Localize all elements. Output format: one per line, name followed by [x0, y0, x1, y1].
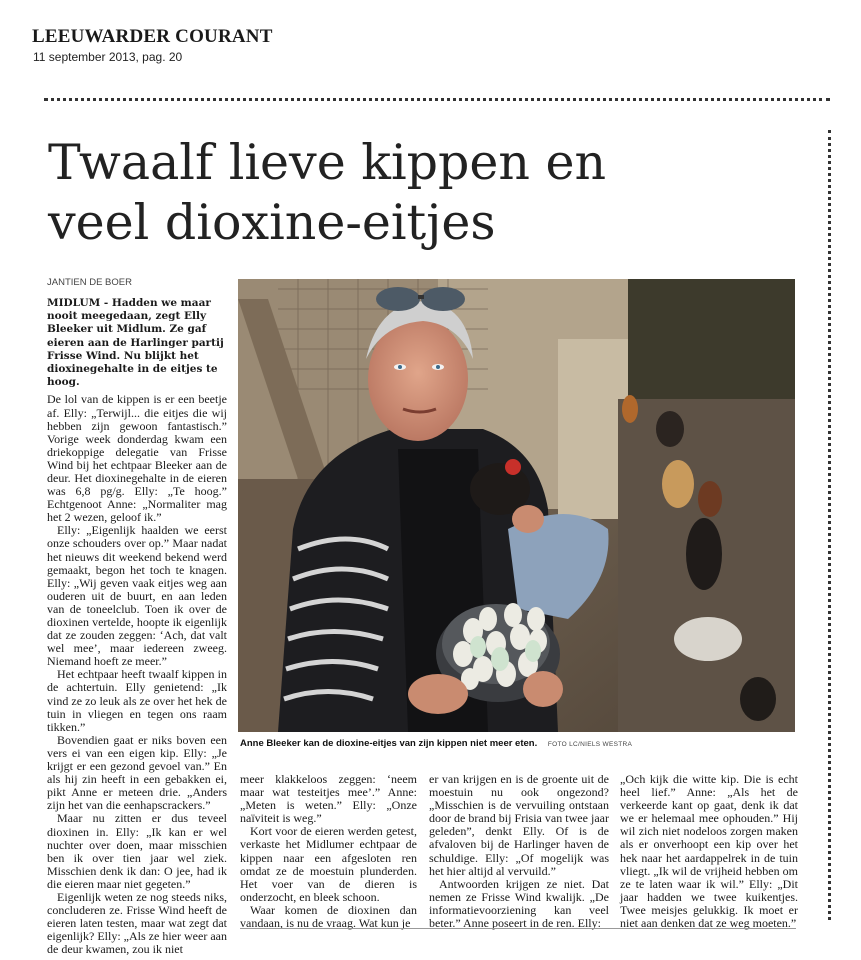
masthead-paper-name: LEEUWARDER COURANT	[32, 26, 273, 47]
column-2	[240, 773, 417, 930]
photo-man-with-eggs-and-chickens-icon	[238, 279, 795, 732]
top-dotted-rule	[44, 98, 830, 101]
paragraph: Antwoorden krijgen ze niet. Dat nemen ze Frisse Wind kwalijk. „De informatievoorziening kan veel beter.” Anne poseert in de ren. Elly:	[429, 876, 609, 931]
paragraph: er van krijgen en is de groente uit de moestuin nu ook ongezond? „Misschien is de vervuiling ontstaan door de brand bij Frisia van twee jaar geleden”, denkt Elly. Of is de afvaloven bij de Harlinger haven de schuldige. Elly: „Of mogelijk was het hier altijd al vervuild.”	[429, 772, 609, 878]
paragraph: Maar nu zitten er dus teveel dioxinen in. Elly: „Ik kan er wel nuchter over doen, maar misschien ben ik over tien jaar wel ziek. Misschien denk ik dan: O jee, had ik die eieren maar niet gegeten.”	[47, 811, 227, 891]
paragraph: Bovendien gaat er niks boven een vers ei van een eigen kip. Elly: „Je krijgt er een gezond gevoel van.” En als hij zin heeft in een gebakken ei, pikt Anne er meteen drie. „Anders zijn het van die eenhapscrackers.”	[47, 732, 227, 813]
headline	[48, 133, 808, 253]
paragraph: Waar komen de dioxinen dan vandaan, is nu de vraag. Wat kun je	[240, 902, 417, 931]
article-intro: MIDLUM - Hadden we maar nooit meegedaan, zegt Elly Bleeker uit Midlum. Ze gaf eieren aan de Harlinger partij Frisse Wind. Nu blijkt het dioxinegehalte in de eitjes te hoog.	[47, 297, 224, 389]
paragraph: meer klakkeloos zeggen: ‘neem maar wat testeitjes mee’.” Anne: „Meten is weten.” Elly: „Onze naïviteit is weg.”	[240, 772, 417, 826]
headline-line-2: veel dioxine-eitjes	[48, 194, 496, 251]
paragraph: De lol van de kippen is er een beetje af. Elly: „Terwijl... die eitjes die wij hebben zijn gewoon fantastisch.” Vorige week donderdag kwam een driekoppige delegatie van Frisse Wind bij het echtpaar Bleeker aan de deur. Het dioxinegehalte in de eieren was 6,8 pg/g. Elly: „Te hoog.” Echtgenoot Anne: „Normaliter mag het 2 wezen, geloof ik.”	[47, 392, 227, 525]
column-3	[429, 773, 609, 930]
right-dotted-rule	[828, 130, 831, 920]
dateline: 11 september 2013, pag. 20	[33, 50, 183, 64]
paragraph: „Och kijk die witte kip. Die is echt heel lief.” Anne: „Als het de verkeerde kant op gaat, denk ik dat we er helemaal mee ophouden.” Hij wil zich niet nodeloos zorgen maken als er onverhoopt een kip over het hek naar het aardappelrek in de tuin vliegt. „Ik wil de vrijheid hebben om ze te laten waar ik wil.” Elly: „Dit jaar hadden we twee kuikentjes. Twee meisjes gelukkig. Ik moet er niet aan denken dat ze weg moeten.”	[620, 772, 798, 931]
paragraph: Elly: „Eigenlijk haalden we eerst onze schouders over op.” Maar nadat het nieuws dit weekend bekend werd gemaakt, begon het toch te knagen. Elly: „Wij geven vaak eitjes weg aan ouderen uit de buurt, en aan leden van de toneelclub. Toen ik over de dioxinen vertelde, hoopte ik eigenlijk dat ze zouden zeggen: ‘Ach, dat valt wel mee’, maar iedereen zweeg. Niemand hoeft ze meer.”	[47, 523, 227, 669]
photo-caption	[240, 738, 632, 749]
paragraph: Kort voor de eieren werden getest, verkaste het Midlumer echtpaar de kippen naar een afgesloten ren omdat ze de moestuin plunderden. Het voer van de dieren is onderzocht, en bleek schoon.	[240, 824, 417, 904]
photo-credit: FOTO LC/NIELS WESTRA	[547, 741, 633, 748]
paragraph: Het echtpaar heeft twaalf kippen in de achtertuin. Elly genietend: „Ik vind ze zo leuk als ze over het hek de tuin in vliegen en tegen ons raam tikken.”	[47, 667, 227, 734]
bottom-rule	[240, 928, 796, 929]
paragraph: Eigenlijk weten ze nog steeds niks, concluderen ze. Frisse Wind heeft de eieren laten testen, maar wat zegt dat eigenlijk? Elly: „Als ze hier weer aan de deur kwamen, zou ik niet	[47, 889, 227, 957]
column-1	[47, 297, 227, 956]
column-4	[620, 773, 798, 930]
headline-line-1: Twaalf lieve kippen en	[48, 134, 607, 191]
article-photo	[238, 279, 795, 732]
byline: JANTIEN DE BOER	[47, 277, 132, 288]
caption-text: Anne Bleeker kan de dioxine-eitjes van zijn kippen niet meer eten.	[240, 738, 538, 749]
